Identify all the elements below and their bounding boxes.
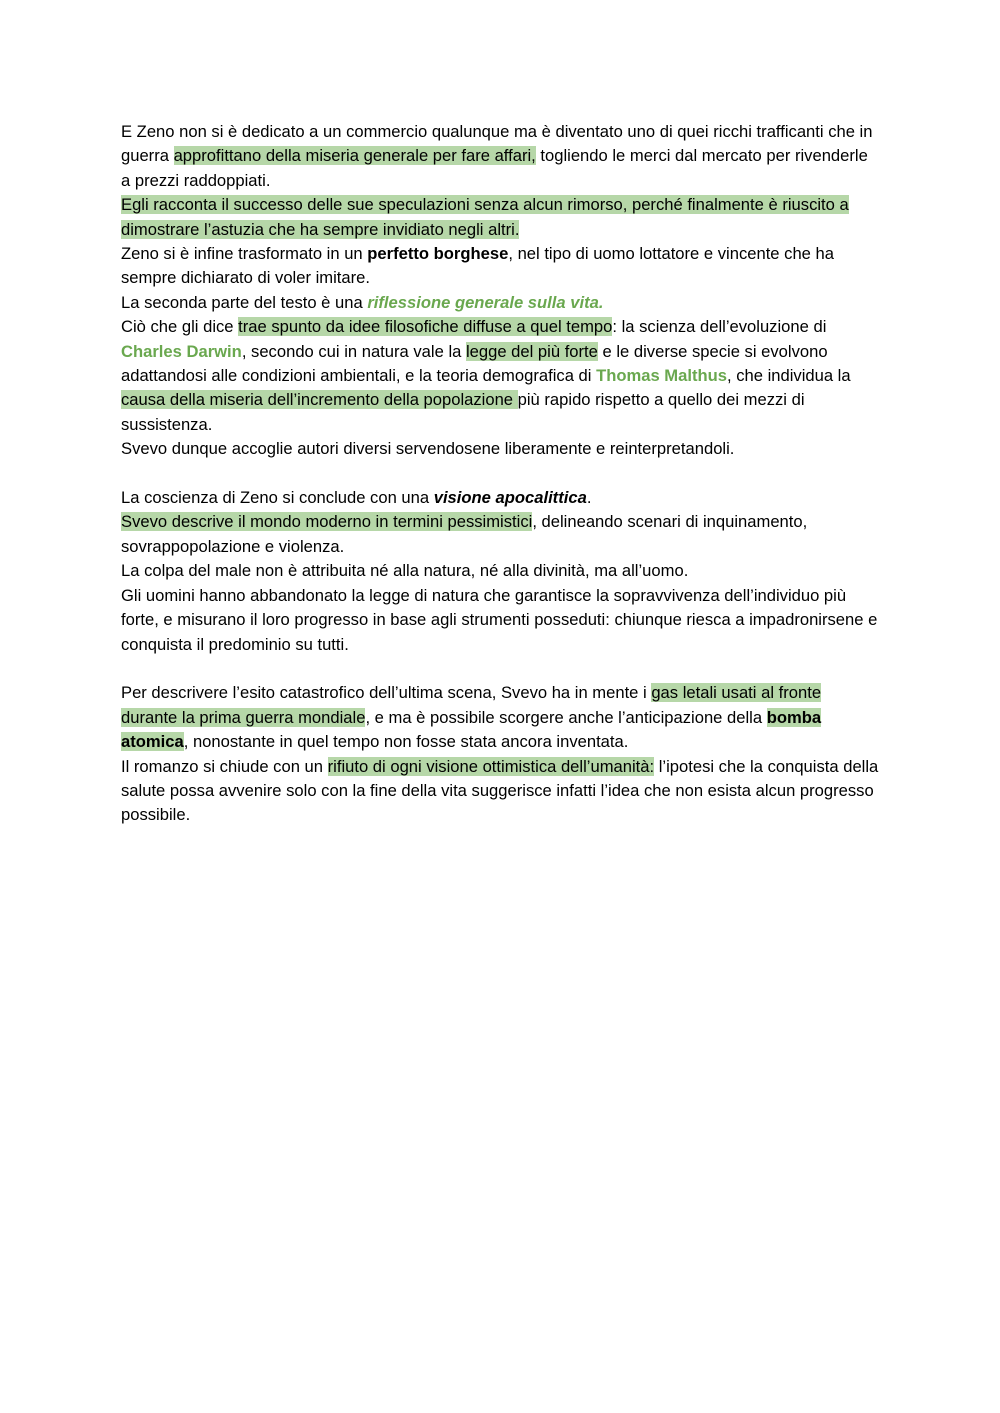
text-run: Gli uomini hanno abbandonato la legge di natura che garantisce la sopravvivenza dell’individuo più forte, e misurano il loro progresso in base agli strumenti posseduti: chiunque riesca a impadronirsene e conquista il predominio su tutti. (121, 585, 878, 654)
text-run: l’ipotesi che la conquista della salute possa avvenire solo con la fine della vita suggerisce infatti l’idea che non esista alcun progresso possibile. (121, 756, 879, 825)
paragraph-12 (121, 755, 881, 828)
text-run: e le diverse specie si evolvono adattandosi alle condizioni ambientali, e la teoria demografica di (121, 341, 828, 386)
text-run: Zeno si è infine trasformato in un (121, 244, 368, 264)
paragraph-10 (121, 584, 881, 657)
text-run: E Zeno non si è dedicato a un commercio qualunque ma è diventato uno di quei ricchi trafficanti che in guerra (121, 122, 873, 166)
paragraph-6 (121, 437, 881, 461)
bold-text: perfetto borghese (367, 244, 509, 264)
paragraph-spacer (121, 462, 881, 486)
text-run: : la scienza dell’evoluzione di (612, 317, 827, 337)
text-run: , che individua la (726, 366, 851, 386)
highlighted-text: Egli racconta il successo delle sue speculazioni senza alcun rimorso, perché finalmente è riuscito a dimostrare l’astuzia che ha sempre invidiato negli altri. (121, 195, 849, 239)
paragraph-4 (121, 291, 881, 315)
paragraph-spacer (121, 657, 881, 681)
text-run: più rapido rispetto a quello dei mezzi di sussistenza. (121, 390, 805, 434)
highlighted-text: trae spunto da idee filosofiche diffuse a quel tempo (238, 317, 613, 337)
paragraph-8 (121, 510, 881, 559)
text-run: togliendo le merci dal mercato per rivenderle a prezzi raddoppiati. (121, 146, 868, 190)
text-run: , e ma è possibile scorgere anche l’anticipazione della (365, 707, 767, 727)
highlighted-text: gas letali usati al fronte durante la prima guerra mondiale (121, 683, 822, 727)
paragraph-9 (121, 559, 881, 583)
text-run: . (586, 488, 592, 508)
text-run: La coscienza di Zeno si conclude con una (121, 488, 434, 508)
text-run: Per descrivere l’esito catastrofico dell’ultima scena, Svevo ha in mente i (121, 683, 652, 703)
text-run: Ciò che gli dice (121, 317, 239, 337)
paragraph-7 (121, 486, 881, 510)
text-run: La colpa del male non è attribuita né alla natura, né alla divinità, ma all’uomo. (121, 561, 689, 581)
highlighted-text: causa della miseria dell’incremento della popolazione (121, 390, 518, 410)
text-run: , delineando scenari di inquinamento, sovrappopolazione e violenza. (121, 512, 808, 556)
bold-italic-text: visione apocalittica (433, 488, 587, 508)
paragraph-3 (121, 242, 881, 291)
highlighted-text: Svevo descrive il mondo moderno in termini pessimistici (121, 512, 533, 532)
paragraph-1 (121, 120, 881, 193)
green-name-malthus: Thomas Malthus (596, 366, 727, 386)
bold-highlighted-text: bomba atomica (121, 707, 822, 752)
text-run: Il romanzo si chiude con un (121, 756, 328, 776)
green-name-darwin: Charles Darwin (121, 341, 242, 361)
highlighted-text: legge del più forte (465, 341, 598, 361)
highlighted-text: rifiuto di ogni visione ottimistica dell’umanità: (327, 756, 655, 776)
paragraph-5 (121, 315, 881, 437)
paragraph-11 (121, 681, 881, 754)
highlighted-text: approfittano della miseria generale per fare affari, (173, 146, 536, 166)
text-run: Svevo dunque accoglie autori diversi servendosene liberamente e reinterpretandoli. (121, 439, 735, 459)
text-run: , nel tipo di uomo lottatore e vincente che ha sempre dichiarato di voler imitare. (121, 244, 834, 288)
text-run: , secondo cui in natura vale la (241, 341, 466, 361)
document-body (121, 120, 881, 828)
paragraph-2 (121, 193, 881, 242)
text-run: La seconda parte del testo è una (121, 292, 368, 312)
text-run: , nonostante in quel tempo non fosse stata ancora inventata. (183, 732, 629, 752)
green-italic-text: riflessione generale sulla vita. (367, 292, 604, 312)
